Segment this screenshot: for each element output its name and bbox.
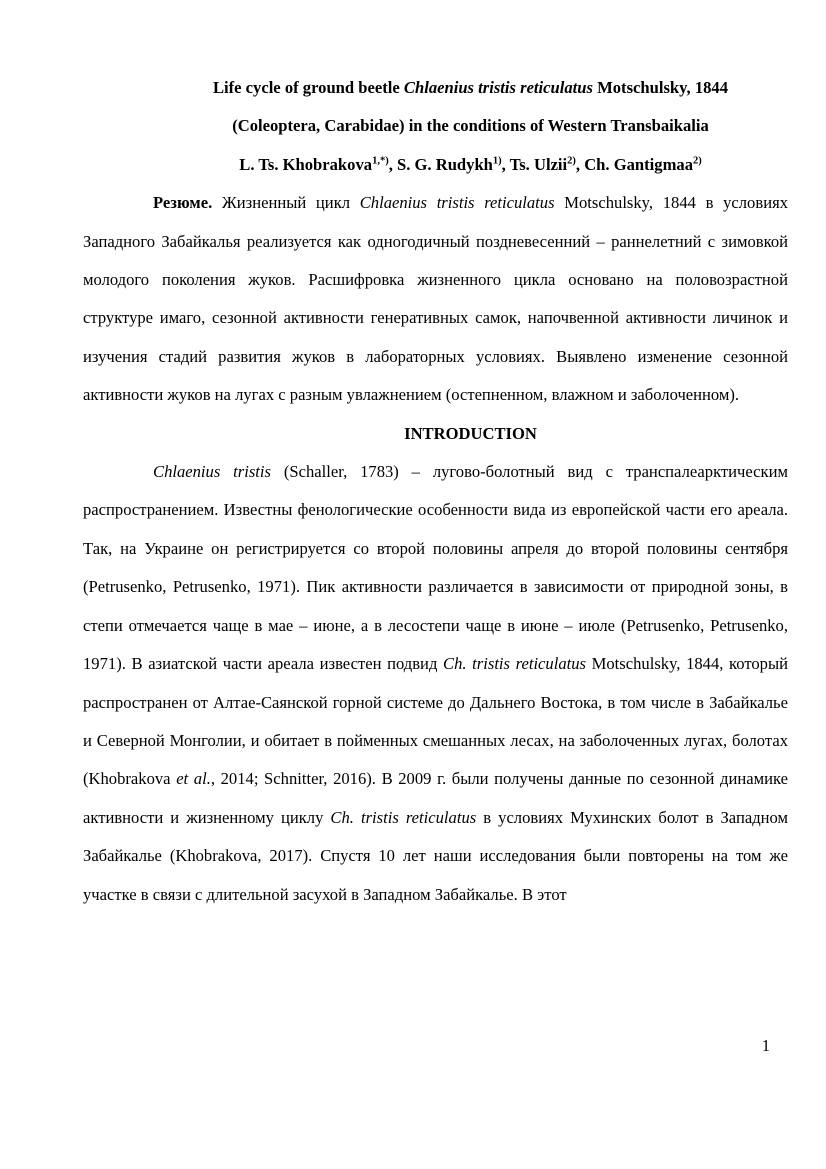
section-heading-text: INTRODUCTION	[404, 423, 537, 443]
body-text: , 2014; Schnitter, 2016). В 2009 г. были получены данные по сезонной динамике активности и жизненному циклу	[83, 769, 789, 827]
author-affiliation-superscript: 2)	[693, 155, 702, 167]
abstract-label: Резюме.	[153, 193, 213, 213]
title-species-name: Chlaenius tristis reticulatus	[403, 78, 593, 97]
species-name-italic: Ch. tristis reticulatus	[330, 807, 477, 827]
author-separator: ,	[575, 154, 585, 174]
body-text: в условиях Мухинских болот в Западном Забайкалье (Khobrakova, 2017). Спустя 10 лет наши исследования были повторены на том же участке в связи с длительной засухой в Западном Забайкалье. В этот	[83, 807, 788, 904]
author-name: L. Ts. Khobrakova	[239, 154, 373, 174]
abstract-species-name: Chlaenius tristis reticulatus	[359, 193, 555, 213]
et-al-italic: et al.	[176, 769, 211, 789]
author-name: Ch. Gantigmaa	[584, 154, 693, 174]
title-text-post: Motschulsky, 1844	[592, 78, 729, 97]
author-separator: ,	[501, 154, 510, 174]
introduction-paragraph	[83, 453, 788, 914]
species-name-italic: Ch. tristis reticulatus	[443, 654, 586, 674]
authors-line	[83, 146, 788, 184]
species-name-italic: Chlaenius tristis	[153, 462, 271, 482]
paper-title-line-1	[83, 69, 788, 107]
author-affiliation-superscript: 1,*)	[372, 155, 389, 167]
author-affiliation-superscript: 1)	[492, 155, 502, 167]
abstract-paragraph	[83, 184, 788, 414]
author-separator: ,	[388, 154, 397, 174]
abstract-text: Motschulsky, 1844 в условиях Западного Забайкалья реализуется как одногодичный поздневесенний – раннелетний с зимовкой молодого поколения жуков. Расшифровка жизненного цикла основано на половозрастной структуре имаго, сезонной активности генеративных самок, напочвенной активности личинок и изучения стадий развития жуков в лабораторных условиях. Выявлено изменение сезонной активности жуков на лугах с разным увлажнением (остепненном, влажном и заболоченном).	[83, 193, 788, 405]
page-number: 1	[761, 1036, 770, 1055]
paper-title-line-2	[83, 107, 788, 145]
title-text-pre: Life cycle of ground beetle	[212, 78, 404, 97]
abstract-text: Жизненный цикл	[212, 193, 360, 213]
author-name: S. G. Rudykh	[396, 154, 493, 174]
body-text: (Schaller, 1783) – лугово-болотный вид с транспалеарктическим распространением. Известны фенологические особенности вида из европейской части его ареала. Так, на Украине он регистрируется со второй половины апреля до второй половины сентября (Petrusenko, Petrusenko, 1971). Пик активности различается в зависимости от природной зоны, в степи отмечается чаще в мае – июне, а в лесостепи чаще в июне – июле (Petrusenko, Petrusenko, 1971). В азиатской части ареала известен подвид	[83, 462, 788, 674]
author-name: Ts. Ulzii	[509, 154, 568, 174]
title-text-line2: (Coleoptera, Carabidae) in the conditions of Western Transbaikalia	[232, 116, 709, 136]
section-heading-introduction	[83, 415, 788, 453]
body-text: Motschulsky, 1844, который распространен от Алтае-Саянской горной системе до Дальнего Востока, в том числе в Забайкалье и Северной Монголии, и обитает в пойменных смешанных лесах, на заболоченных лугах, болотах (Khobrakova	[83, 654, 788, 789]
author-affiliation-superscript: 2)	[567, 155, 576, 167]
